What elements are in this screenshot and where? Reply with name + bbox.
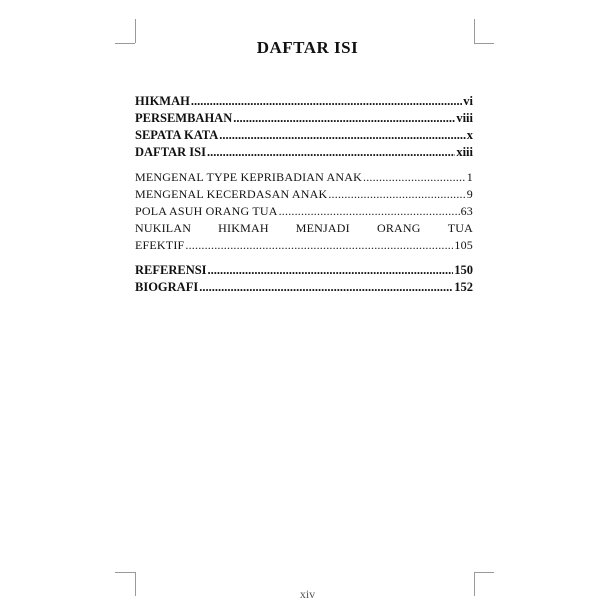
toc-entry-page: 63: [460, 204, 473, 218]
dot-leader: [233, 110, 455, 127]
toc-entry-label: HIKMAH: [135, 94, 190, 108]
toc-entry-label: PERSEMBAHAN: [135, 111, 233, 125]
toc-entry-label: SEPATA KATA: [135, 128, 219, 142]
dot-leader: [279, 203, 460, 220]
toc-word: NUKILAN: [135, 221, 192, 235]
toc-entry-page: 152: [454, 280, 473, 294]
toc-entry-page: 1: [466, 170, 473, 184]
toc-entry-daftar-isi: [135, 144, 473, 161]
toc-entry-referensi: [135, 262, 473, 279]
toc-entry-page: x: [466, 128, 473, 142]
toc-entry-page: 9: [466, 187, 473, 201]
dot-leader: [363, 169, 466, 186]
dot-leader: [199, 279, 453, 296]
table-of-contents: [135, 93, 473, 296]
toc-entry-label: MENGENAL TYPE KEPRIBADIAN ANAK: [135, 170, 362, 184]
toc-entry-hikmah: [135, 93, 473, 110]
toc-entry-label: DAFTAR ISI: [135, 145, 206, 159]
toc-entry-label: POLA ASUH ORANG TUA: [135, 204, 278, 218]
toc-entry-page: 150: [454, 263, 473, 277]
toc-word: MENJADI: [295, 221, 350, 235]
toc-word: HIKMAH: [218, 221, 269, 235]
dot-leader: [191, 93, 462, 110]
dot-leader: [185, 237, 453, 254]
toc-word: TUA: [447, 221, 473, 235]
page-number: xiv: [299, 587, 316, 601]
toc-entry-chapter-3: [135, 203, 473, 220]
dot-leader: [207, 144, 455, 161]
toc-entry-chapter-1: [135, 169, 473, 186]
page-title: DAFTAR ISI: [256, 38, 359, 57]
toc-entry-label: EFEKTIF: [135, 238, 185, 252]
toc-entry-chapter-2: [135, 186, 473, 203]
toc-entry-chapter-4-line-1: [135, 220, 473, 237]
dot-leader: [208, 262, 454, 279]
toc-entry-sepata-kata: [135, 127, 473, 144]
toc-entry-biografi: [135, 279, 473, 296]
toc-entry-page: viii: [456, 111, 473, 125]
toc-entry-page: 105: [454, 238, 473, 252]
dot-leader: [219, 127, 466, 144]
toc-entry-page: xiii: [456, 145, 473, 159]
toc-entry-label: BIOGRAFI: [135, 280, 199, 294]
toc-word: ORANG: [376, 221, 421, 235]
toc-entry-chapter-4-line-2: [135, 237, 473, 254]
dot-leader: [328, 186, 465, 203]
toc-entry-persembahan: [135, 110, 473, 127]
toc-entry-label: MENGENAL KECERDASAN ANAK: [135, 187, 328, 201]
toc-entry-page: vi: [463, 94, 473, 108]
toc-entry-label: REFERENSI: [135, 263, 207, 277]
